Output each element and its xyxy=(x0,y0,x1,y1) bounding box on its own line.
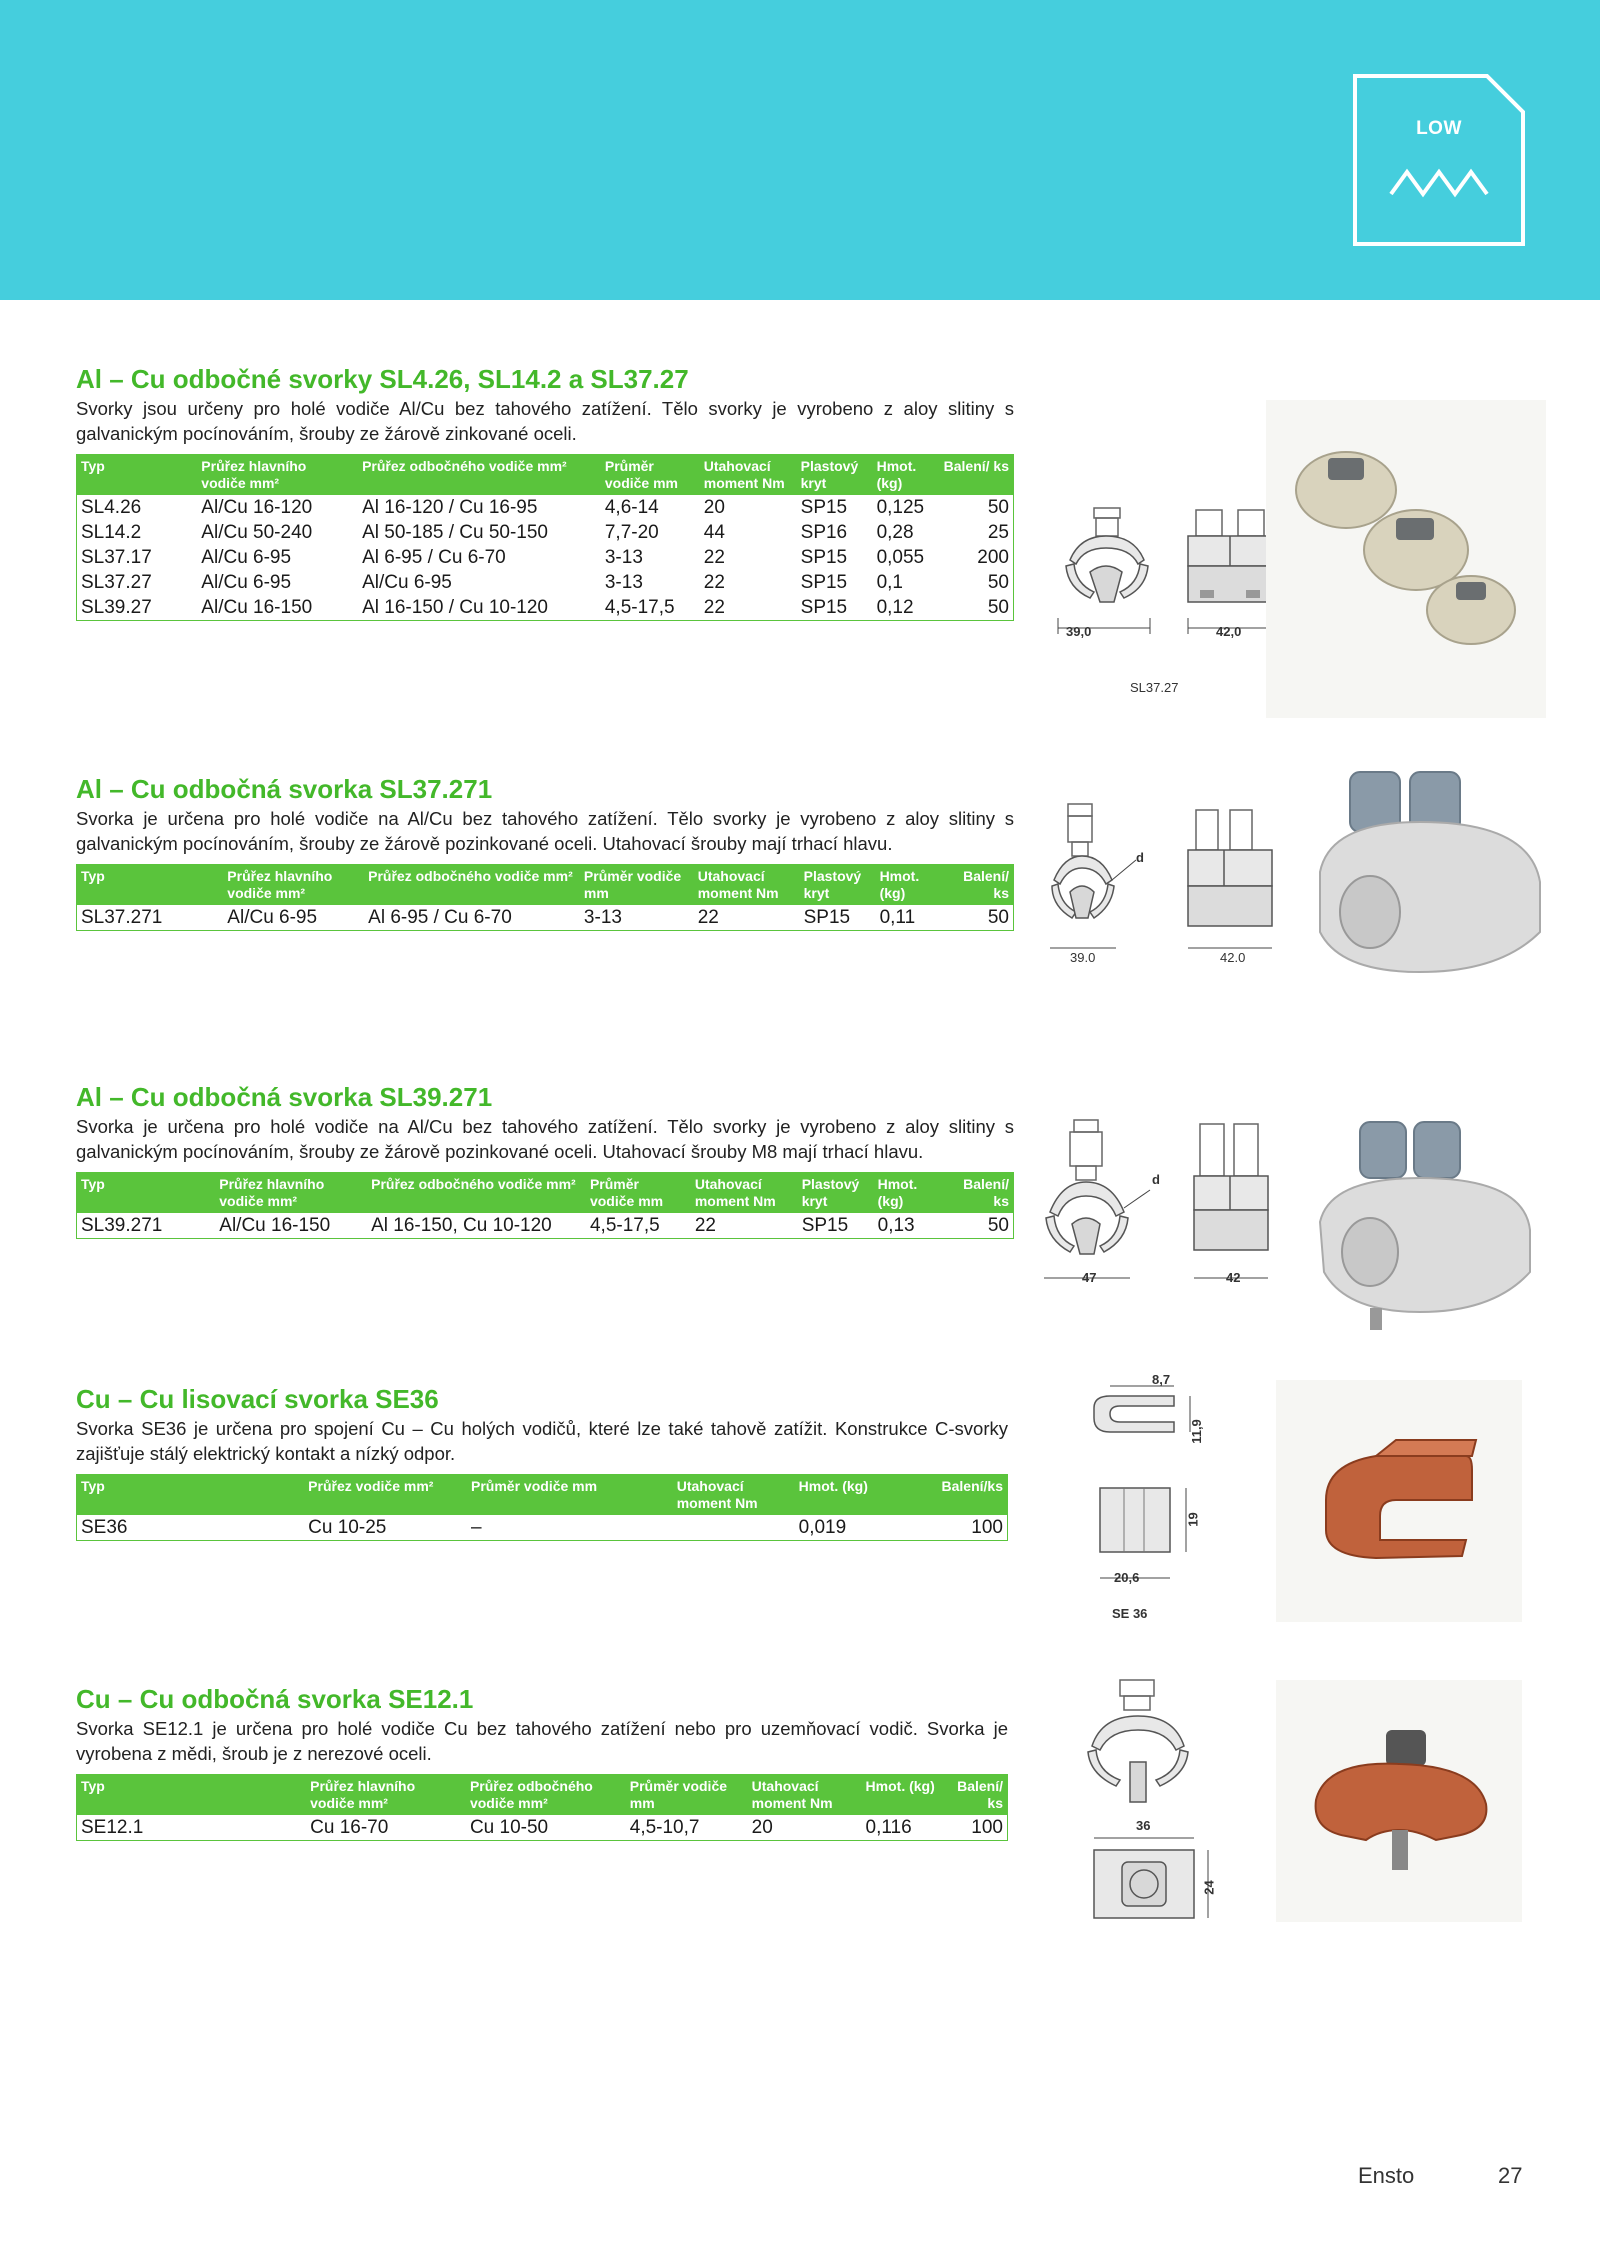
cell: SE12.1 xyxy=(81,1817,144,1838)
cell: Al/Cu 16-120 xyxy=(201,497,313,518)
badge-frame-icon xyxy=(1353,74,1525,246)
table-row xyxy=(77,1213,1014,1239)
dimension-label: d xyxy=(1136,850,1144,865)
col-header: Balení/ ks xyxy=(943,458,1009,474)
low-voltage-badge xyxy=(1353,74,1525,246)
cell: 0,116 xyxy=(865,1817,912,1838)
cell: 22 xyxy=(703,572,725,593)
cell: Al/Cu 6-95 xyxy=(201,547,292,568)
table-row xyxy=(77,595,1014,621)
cell: SL14.2 xyxy=(81,522,142,543)
col-header: Průřez odbočného vodiče mm² xyxy=(371,1176,576,1192)
cell: Al 6-95 / Cu 6-70 xyxy=(362,547,506,568)
product-photo-sl37-27 xyxy=(1266,400,1546,718)
section-description: Svorka je určena pro holé vodiče na Al/Cu bez tahového zatížení. Tělo svorky je vyrobeno z aloy slitiny s galvanickým pocínováním, šrouby ze žárově pozinkované oceli. Utahovací šrouby mají trhací hlavu. xyxy=(76,808,1014,854)
cell: 50 xyxy=(987,497,1009,518)
col-header: Balení/ ks xyxy=(957,1778,1003,1811)
section-sl39-271 xyxy=(76,1082,1014,1239)
cell: SL39.271 xyxy=(81,1215,163,1236)
cell: SE36 xyxy=(81,1517,128,1538)
cell: SP15 xyxy=(800,497,848,518)
cell: Al 16-150, Cu 10-120 xyxy=(371,1215,552,1236)
cell: 0,11 xyxy=(879,907,916,928)
col-header: Plastový kryt xyxy=(803,868,862,901)
section-sl4-26 xyxy=(76,364,1014,621)
cell: 0,125 xyxy=(876,497,925,518)
section-title: Al – Cu odbočné svorky SL4.26, SL14.2 a SL37.27 xyxy=(76,364,689,394)
col-header: Průměr vodiče mm xyxy=(583,868,682,901)
table-row xyxy=(77,520,1014,545)
col-header: Průřez hlavního vodiče mm² xyxy=(201,458,307,491)
cell: 3-13 xyxy=(604,547,643,568)
table-row xyxy=(77,1815,1008,1841)
cell: Al/Cu 6-95 xyxy=(227,907,318,928)
header-band xyxy=(0,0,1600,300)
dimension-label: 11,9 xyxy=(1188,1419,1204,1444)
badge-label: LOW xyxy=(1416,118,1462,139)
cell: 50 xyxy=(987,572,1009,593)
section-description: Svorky jsou určeny pro holé vodiče Al/Cu bez tahového zatížení. Tělo svorky je vyrobeno z aloy slitiny s galvanickým pocínováním, šrouby ze žárově zinkované oceli. xyxy=(76,398,1014,444)
cell: 50 xyxy=(987,1215,1009,1236)
col-header: Průměr vodiče mm xyxy=(604,458,678,491)
col-header: Typ xyxy=(81,868,105,884)
section-se12-1 xyxy=(76,1684,1008,1841)
col-header: Průměr vodiče mm xyxy=(629,1778,728,1811)
col-header: Plastový kryt xyxy=(800,458,859,491)
cell: SP15 xyxy=(800,597,848,618)
col-header: Průřez odbočného vodiče mm² xyxy=(469,1778,593,1811)
cell: 22 xyxy=(697,907,719,928)
section-title: Al – Cu odbočná svorka SL39.271 xyxy=(76,1082,493,1112)
col-header: Průměr vodiče mm xyxy=(589,1176,664,1209)
cell: Cu 10-25 xyxy=(308,1517,387,1538)
technical-drawing-side xyxy=(1180,800,1300,970)
dimension-label: 42,0 xyxy=(1216,624,1242,639)
col-header: Utahovací moment Nm xyxy=(694,1176,776,1209)
col-header: Typ xyxy=(81,1778,105,1794)
dimension-label: 19 xyxy=(1185,1512,1201,1527)
cell: SL39.27 xyxy=(81,597,152,618)
cell: 0,019 xyxy=(798,1517,847,1538)
cell: Al 16-120 / Cu 16-95 xyxy=(362,497,538,518)
section-description: Svorka SE12.1 je určena pro holé vodiče Cu bez tahového zatížení nebo pro uzemňovací vodič. Svorka je vyrobena z mědi, šroub je z nerezové oceli. xyxy=(76,1718,1008,1764)
spec-table xyxy=(76,1774,1008,1841)
cell: 7,7-20 xyxy=(604,522,659,543)
section-description: Svorka je určena pro holé vodiče na Al/Cu bez tahového zatížení. Tělo svorky je vyrobeno z aloy slitiny s galvanickým pocínováním, šrouby ze žárově pozinkované oceli. Utahovací šrouby M8 mají trhací hlavu. xyxy=(76,1116,1014,1162)
col-header: Typ xyxy=(81,458,105,474)
cell: SL37.271 xyxy=(81,907,163,928)
section-title: Al – Cu odbočná svorka SL37.271 xyxy=(76,774,493,804)
cell: Al/Cu 50-240 xyxy=(201,522,313,543)
cell: Al 16-150 / Cu 10-120 xyxy=(362,597,548,618)
spec-table xyxy=(76,454,1014,621)
col-header: Typ xyxy=(81,1176,105,1192)
cell: 20 xyxy=(751,1817,773,1838)
cell: SP15 xyxy=(800,572,848,593)
table-header-row xyxy=(77,455,1014,496)
cell: 22 xyxy=(703,597,725,618)
col-header: Balení/ ks xyxy=(963,868,1009,901)
cell: 4,6-14 xyxy=(604,497,659,518)
cell: Al 50-185 / Cu 50-150 xyxy=(362,522,548,543)
cell: 200 xyxy=(977,547,1009,568)
col-header: Utahovací moment Nm xyxy=(676,1478,758,1511)
dimension-label: 42.0 xyxy=(1220,950,1246,965)
cell: 3-13 xyxy=(583,907,622,928)
cell: 0,1 xyxy=(876,572,903,593)
cell: SL37.17 xyxy=(81,547,152,568)
col-header: Hmot. (kg) xyxy=(877,1176,918,1209)
cell: Cu 10-50 xyxy=(469,1817,549,1838)
table-row xyxy=(77,570,1014,595)
col-header: Hmot. (kg) xyxy=(876,458,917,491)
product-photo-se12-1 xyxy=(1276,1680,1522,1922)
cell: 4,5-17,5 xyxy=(589,1215,660,1236)
cell: SP15 xyxy=(801,1215,849,1236)
cell: SP15 xyxy=(800,547,848,568)
cell: SP16 xyxy=(800,522,848,543)
cell: 0,055 xyxy=(876,547,925,568)
cell: 0,28 xyxy=(876,522,914,543)
table-row xyxy=(77,1515,1008,1541)
col-header: Průřez hlavního vodiče mm² xyxy=(227,868,333,901)
spec-table xyxy=(76,864,1014,931)
cell: 4,5-10,7 xyxy=(629,1817,700,1838)
cell: SL37.27 xyxy=(81,572,152,593)
cell: 44 xyxy=(703,522,725,543)
dimension-label: 39,0 xyxy=(1066,624,1092,639)
cell: 3-13 xyxy=(604,572,643,593)
cell: Al/Cu 16-150 xyxy=(219,1215,331,1236)
technical-drawing-front xyxy=(1050,800,1180,970)
dimension-label: 42 xyxy=(1226,1270,1241,1285)
table-header-row xyxy=(77,1775,1008,1816)
col-header: Balení/ks xyxy=(941,1478,1003,1494)
product-photo-sl37-271 xyxy=(1300,762,1560,1002)
cell: 25 xyxy=(987,522,1009,543)
cell: Al/Cu 6-95 xyxy=(201,572,292,593)
image-caption: SL37.27 xyxy=(1130,680,1179,695)
cell: Al/Cu 16-150 xyxy=(201,597,313,618)
section-sl37-271 xyxy=(76,774,1014,931)
col-header: Hmot. (kg) xyxy=(865,1778,935,1794)
image-caption: SE 36 xyxy=(1112,1606,1148,1621)
spec-table xyxy=(76,1172,1014,1239)
technical-drawing-side xyxy=(1090,1484,1210,1594)
col-header: Průměr vodiče mm xyxy=(471,1478,598,1494)
col-header: Plastový kryt xyxy=(801,1176,860,1209)
col-header: Průřez hlavního vodiče mm² xyxy=(310,1778,416,1811)
dimension-label: 8,7 xyxy=(1152,1372,1171,1387)
col-header: Utahovací moment Nm xyxy=(751,1778,833,1811)
footer-brand: Ensto xyxy=(1358,2163,1415,2188)
cell: 0,13 xyxy=(877,1215,915,1236)
col-header: Utahovací moment Nm xyxy=(703,458,785,491)
col-header: Hmot. (kg) xyxy=(798,1478,868,1494)
cell: Al 6-95 / Cu 6-70 xyxy=(368,907,512,928)
dimension-label: 47 xyxy=(1082,1270,1097,1285)
technical-drawing-front xyxy=(1050,500,1170,650)
technical-drawing-side xyxy=(1186,1116,1296,1296)
table-header-row xyxy=(77,1475,1008,1516)
section-se36 xyxy=(76,1384,1008,1541)
col-header: Hmot. (kg) xyxy=(879,868,920,901)
col-header: Průřez vodiče mm² xyxy=(308,1478,434,1494)
cell: 50 xyxy=(987,907,1009,928)
cell: SL4.26 xyxy=(81,497,142,518)
dimension-label: 20,6 xyxy=(1114,1570,1140,1585)
spec-table xyxy=(76,1474,1008,1541)
col-header: Průřez odbočného vodiče mm² xyxy=(362,458,567,474)
cell: – xyxy=(471,1517,482,1538)
cell: 0,12 xyxy=(876,597,914,618)
col-header: Typ xyxy=(81,1478,105,1494)
section-description: Svorka SE36 je určena pro spojení Cu – Cu holých vodičů, které lze také tahově zatížit. Konstrukce C-svorky zajišťuje stálý elektrický kontakt a nízký odpor. xyxy=(76,1418,1008,1464)
col-header: Balení/ ks xyxy=(963,1176,1009,1209)
col-header: Průřez hlavního vodiče mm² xyxy=(219,1176,325,1209)
product-photo-sl39-271 xyxy=(1310,1112,1540,1342)
cell: 100 xyxy=(971,1517,1003,1538)
cell: 100 xyxy=(971,1817,1003,1838)
cell: 4,5-17,5 xyxy=(604,597,675,618)
technical-drawing-front xyxy=(1080,1676,1210,1816)
col-header: Průřez odbočného vodiče mm² xyxy=(368,868,573,884)
technical-drawing-top xyxy=(1080,1372,1210,1458)
cell: 22 xyxy=(694,1215,716,1236)
product-photo-se36 xyxy=(1276,1380,1522,1622)
section-title: Cu – Cu odbočná svorka SE12.1 xyxy=(76,1684,474,1714)
technical-drawing-top xyxy=(1086,1818,1226,1936)
col-header: Utahovací moment Nm xyxy=(697,868,779,901)
cell: SP15 xyxy=(803,907,851,928)
page-number: 27 xyxy=(1498,2163,1523,2188)
table-header-row xyxy=(77,1173,1014,1214)
dimension-label: 39.0 xyxy=(1070,950,1096,965)
section-title: Cu – Cu lisovací svorka SE36 xyxy=(76,1384,439,1414)
table-row xyxy=(77,905,1014,931)
cell: Cu 16-70 xyxy=(310,1817,389,1838)
cell: 22 xyxy=(703,547,725,568)
cell: 20 xyxy=(703,497,725,518)
table-header-row xyxy=(77,865,1014,906)
dimension-label: d xyxy=(1152,1172,1160,1187)
dimension-label: 24 xyxy=(1201,1880,1217,1895)
cell xyxy=(673,1515,795,1541)
table-row xyxy=(77,495,1014,520)
technical-drawing-front xyxy=(1040,1116,1180,1296)
cell: 50 xyxy=(987,597,1009,618)
cell: Al/Cu 6-95 xyxy=(362,572,452,593)
table-row xyxy=(77,545,1014,570)
dimension-label: 36 xyxy=(1136,1818,1151,1833)
